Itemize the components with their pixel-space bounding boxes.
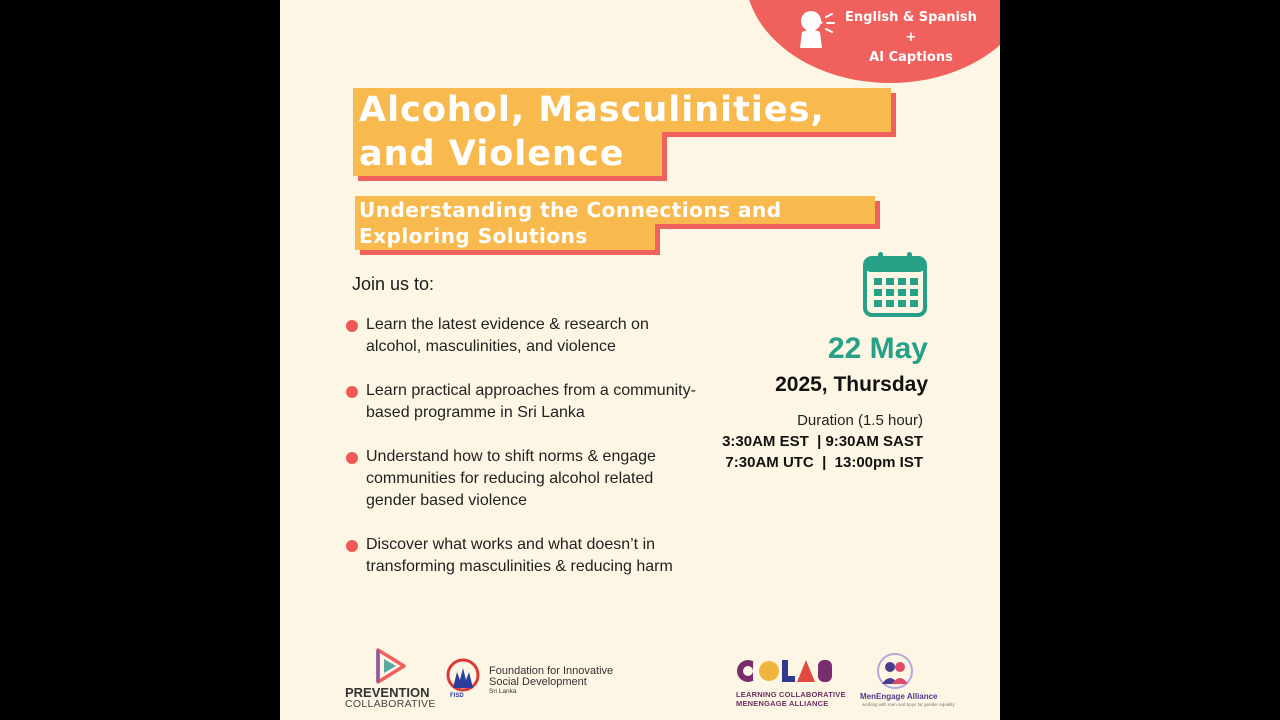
fisd-name-line-1: Foundation for Innovative — [489, 665, 614, 677]
language-badge-text — [836, 8, 986, 68]
list-item-text: Understand how to shift norms & engage communities for reducing alcohol related gender based violence — [366, 448, 656, 509]
fisd-name-line-2: Social Development — [489, 676, 587, 688]
list-item-text: Learn practical approaches from a community- based programme in Sri Lanka — [366, 382, 696, 421]
speaking-head-icon — [794, 8, 838, 50]
list-item-text: Learn the latest evidence & research on alcohol, masculinities, and violence — [366, 316, 649, 355]
subtitle-text-2: Exploring Solutions — [355, 222, 655, 250]
event-times-line-2: 7:30AM UTC | 13:00pm IST — [725, 454, 923, 471]
colab-line-2: MENENGAGE ALLIANCE — [736, 699, 829, 708]
menengage-name: MenEngage Alliance — [860, 692, 938, 701]
badge-line-plus: + — [905, 30, 917, 45]
fisd-country: Sri Lanka — [489, 688, 517, 695]
badge-line-captions: AI Captions — [869, 50, 953, 65]
bullet-dot-icon — [346, 320, 358, 332]
bullet-dot-icon — [346, 386, 358, 398]
fisd-logo-icon — [446, 658, 480, 692]
title-line-1 — [353, 88, 891, 132]
subtitle-text-1: Understanding the Connections and — [355, 196, 875, 224]
join-heading: Join us to: — [352, 274, 435, 294]
calendar-icon — [862, 250, 928, 318]
event-duration: Duration (1.5 hour) — [797, 412, 923, 429]
title-line-2 — [353, 132, 662, 176]
title-text-1: Alcohol, Masculinities, — [353, 88, 891, 132]
menengage-tagline: working with men and boys for gender equality — [862, 702, 955, 707]
prevention-logo-subtext: COLLABORATIVE — [345, 698, 436, 710]
prevention-logo-text: PREVENTION — [345, 685, 430, 700]
fisd-abbr: FISD — [450, 693, 464, 699]
bullet-dot-icon — [346, 452, 358, 464]
menengage-logo-icon — [876, 652, 914, 690]
subtitle-line-1 — [355, 196, 875, 224]
event-year-day: 2025, Thursday — [775, 373, 928, 396]
event-times-line-1: 3:30AM EST | 9:30AM SAST — [722, 433, 923, 450]
subtitle-line-2 — [355, 222, 655, 250]
event-date: 22 May — [827, 332, 928, 365]
list-item-text: Discover what works and what doesn’t in transforming masculinities & reducing harm — [366, 536, 673, 575]
title-text-2: and Violence — [353, 132, 662, 176]
badge-line-languages: English & Spanish — [845, 10, 977, 25]
prevention-collaborative-logo-icon — [374, 648, 408, 684]
event-poster — [280, 0, 1000, 720]
colab-line-1: LEARNING COLLABORATIVE — [736, 690, 846, 699]
colab-logo-icon — [736, 656, 836, 686]
colab-logo — [736, 656, 836, 686]
bullet-dot-icon — [346, 540, 358, 552]
